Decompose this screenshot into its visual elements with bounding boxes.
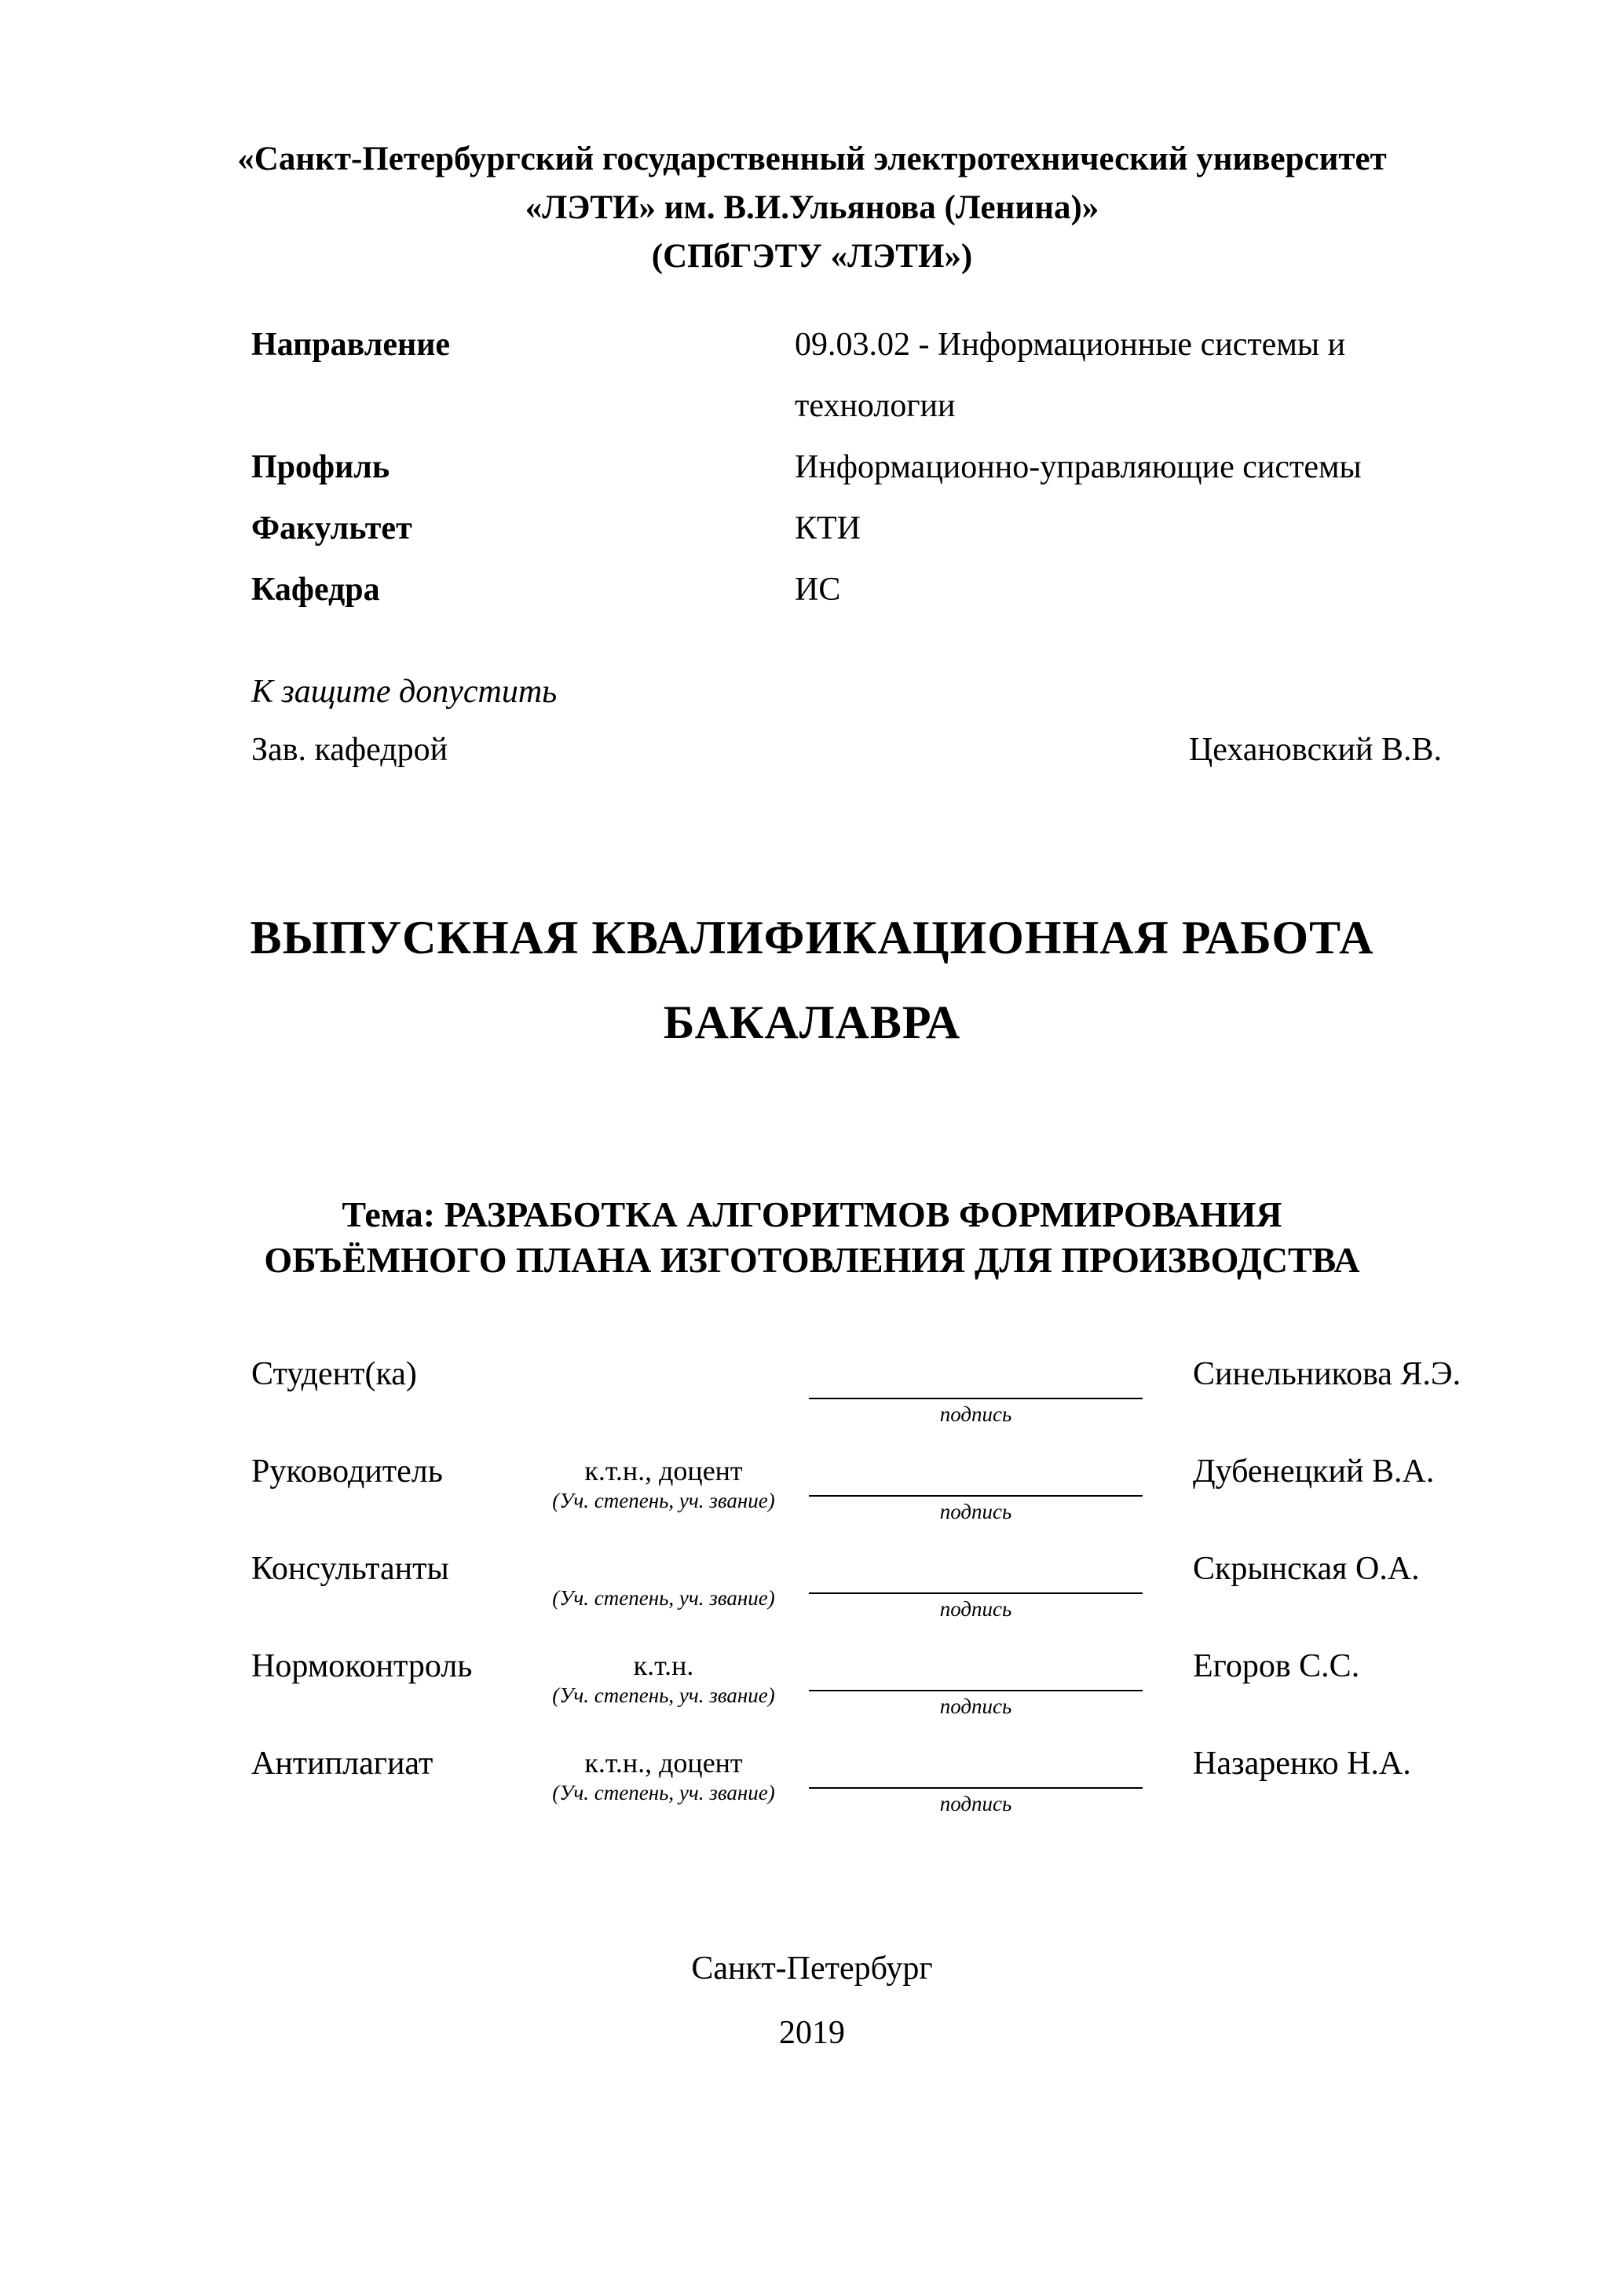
signature-name: Дубенецкий В.А. (1193, 1453, 1435, 1490)
signature-note: подпись (939, 1500, 1012, 1523)
signature-degree: к.т.н., доцент (584, 1747, 743, 1779)
department-head-row (251, 721, 1442, 779)
signature-note: подпись (939, 1695, 1012, 1718)
signature-line (809, 1355, 1143, 1399)
work-title-line1: ВЫПУСКНАЯ КВАЛИФИКАЦИОННАЯ РАБОТА (250, 912, 1374, 963)
field-row-profile (251, 437, 1476, 498)
field-value-faculty: КТИ (795, 510, 861, 547)
signature-degree (534, 1355, 793, 1391)
university-abbreviation: (СПбГЭТУ «ЛЭТИ») (651, 238, 973, 275)
signature-line (809, 1453, 1143, 1497)
work-title (0, 895, 1624, 1065)
signature-role: Консультанты (251, 1551, 449, 1587)
signature-degree-note: (Уч. степень, уч. звание) (552, 1586, 775, 1610)
signature-degree-column (534, 1453, 793, 1512)
signature-line-column (809, 1550, 1143, 1621)
signature-name: Егоров С.С. (1193, 1648, 1360, 1684)
signature-degree-column (534, 1745, 793, 1804)
university-header (94, 135, 1530, 281)
signature-degree: к.т.н., доцент (584, 1455, 743, 1486)
theme-title (94, 1192, 1530, 1283)
field-row-department (251, 559, 1476, 620)
signature-degree-column (534, 1647, 793, 1707)
signature-role: Антиплагиат (251, 1746, 433, 1782)
signature-role: Руководитель (251, 1453, 443, 1490)
signature-note: подпись (939, 1402, 1012, 1426)
signature-degree: к.т.н. (633, 1650, 694, 1681)
field-row-faculty (251, 498, 1476, 559)
signature-degree-column (534, 1355, 793, 1391)
program-fields (251, 314, 1476, 620)
signature-degree-column (534, 1550, 793, 1610)
signature-line-column (809, 1453, 1143, 1523)
theme-line1: Тема: РАЗРАБОТКА АЛГОРИТМОВ ФОРМИРОВАНИЯ (342, 1194, 1282, 1234)
footer-year: 2019 (779, 2015, 845, 2051)
signature-row-supervisor (251, 1453, 1523, 1550)
footer (0, 1936, 1624, 2065)
university-name-line1: «Санкт-Петербургский государственный электротехнический университет (237, 141, 1387, 177)
theme-line2: ОБЪЁМНОГО ПЛАНА ИЗГОТОВЛЕНИЯ ДЛЯ ПРОИЗВОДСТВА (264, 1240, 1360, 1280)
field-value-direction: 09.03.02 - Информационные системы и технологии (795, 327, 1346, 424)
signature-degree-note: (Уч. степень, уч. звание) (552, 1489, 775, 1512)
field-value-department: ИС (795, 572, 841, 608)
signature-name: Назаренко Н.А. (1193, 1746, 1411, 1782)
signature-degree-note: (Уч. степень, уч. звание) (552, 1684, 775, 1707)
signature-name: Скрынская О.А. (1193, 1551, 1420, 1587)
signature-role: Нормоконтроль (251, 1648, 473, 1684)
permit-to-defense-line: К защите допустить (251, 674, 558, 710)
signature-note: подпись (939, 1597, 1012, 1621)
signature-row-normcontrol (251, 1647, 1523, 1745)
department-head-label: Зав. кафедрой (251, 732, 448, 768)
field-label-profile: Профиль (251, 449, 390, 485)
signature-row-consultants (251, 1550, 1523, 1647)
signature-line (809, 1745, 1143, 1789)
signature-block (251, 1355, 1523, 1842)
university-name-line2: «ЛЭТИ» им. В.И.Ульянова (Ленина)» (525, 189, 1099, 226)
signature-degree (534, 1550, 793, 1586)
field-label-department: Кафедра (251, 572, 380, 608)
field-label-direction: Направление (251, 327, 451, 363)
signature-name: Синельникова Я.Э. (1193, 1356, 1461, 1392)
field-value-profile: Информационно-управляющие системы (795, 449, 1362, 485)
signature-line (809, 1647, 1143, 1691)
signature-role: Студент(ка) (251, 1356, 417, 1392)
department-head-name: Цехановский В.В. (1188, 732, 1442, 768)
signature-line-column (809, 1355, 1143, 1426)
signature-row-antiplagiarism (251, 1745, 1523, 1842)
field-label-faculty: Факультет (251, 510, 412, 547)
work-title-line2: БАКАЛАВРА (663, 996, 961, 1048)
signature-line-column (809, 1647, 1143, 1718)
signature-row-student (251, 1355, 1523, 1453)
footer-city: Санкт-Петербург (691, 1951, 933, 1987)
signature-note: подпись (939, 1792, 1012, 1815)
field-row-direction (251, 314, 1476, 437)
signature-line-column (809, 1745, 1143, 1815)
signature-degree-note: (Уч. степень, уч. звание) (552, 1781, 775, 1804)
approval-block (251, 663, 1442, 779)
signature-line (809, 1550, 1143, 1594)
